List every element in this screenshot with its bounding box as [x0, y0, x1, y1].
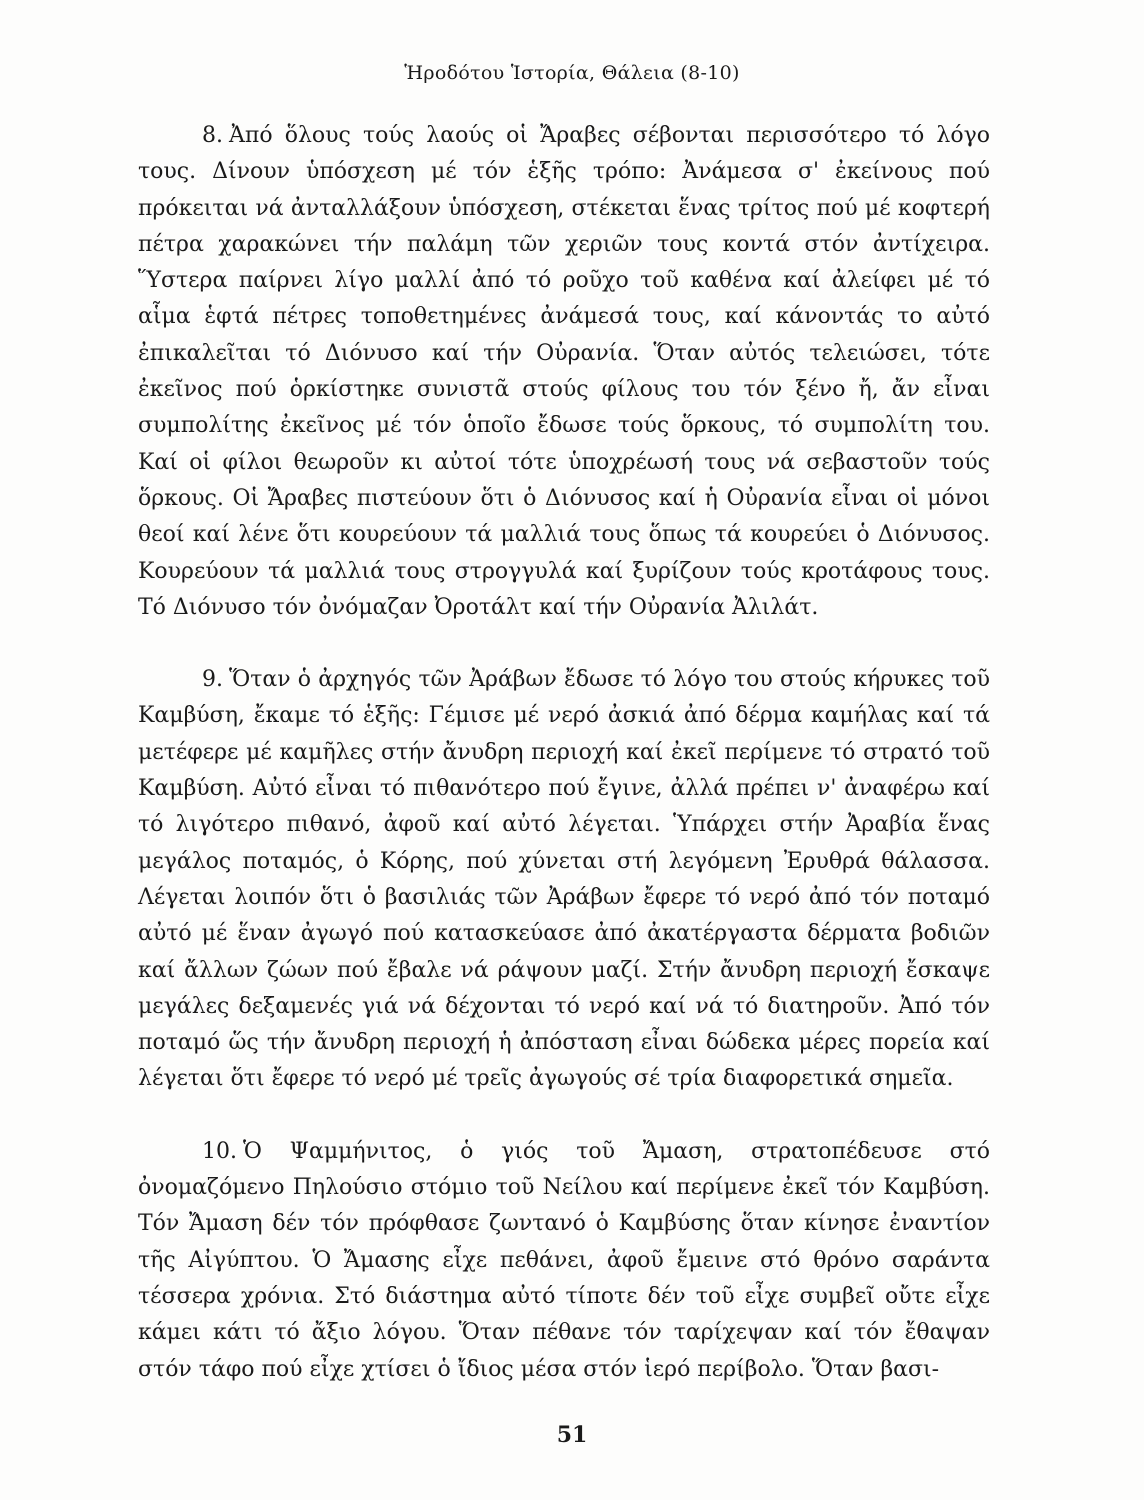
section-text: Ὅταν ὁ ἀρχηγός τῶν Ἀράβων ἔδωσε τό λόγο του στούς κήρυκες τοῦ Καμβύση, ἔκαμε τό ἑξῆς: Γέμισε μέ νερό ἀσκιά ἀπό δέρμα καμήλας καί τά μετέφερε μέ καμῆλες στήν ἄνυδρη περιοχή καί ἐκεῖ περίμενε τό στρατό τοῦ Καμβύση. Αὐτό εἶναι τό πιθανότερο πού ἔγινε, ἀλλά πρέπει ν' ἀναφέρω καί τό λιγότερο πιθανό, ἀφοῦ καί αὐτό λέγεται. Ὑπάρχει στήν Ἀραβία ἕνας μεγάλος ποταμός, ὁ Κόρης, πού χύνεται στή λεγόμενη Ἐρυθρά θάλασσα. Λέγεται λοιπόν ὅτι ὁ βασιλιάς τῶν Ἀράβων ἔφερε τό νερό ἀπό τόν ποταμό αὐτό μέ ἕναν ἀγωγό πού κατασκεύασε ἀπό ἀκατέργαστα δέρματα βοδιῶν καί ἄλλων ζώων πού ἔβαλε νά ράψουν μαζί. Στήν ἄνυδρη περιοχή ἔσκαψε μεγάλες δεξαμενές γιά νά δέχονται τό νερό καί νά τό διατηροῦν. Ἀπό τόν ποταμό ὥς τήν ἄνυδρη περιοχή ἡ ἀπόσταση εἶναι δώδεκα μέρες πορεία καί λέγεται ὅτι ἔφερε τό νερό μέ τρεῖς ἀγωγούς σέ τρία διαφορετικά σημεῖα.	[138, 667, 990, 1092]
running-head: Ἡροδότου Ἱστορία, Θάλεια (8-10)	[404, 62, 740, 84]
section-10	[138, 1134, 990, 1388]
page-number: 51	[556, 1422, 588, 1448]
section-number: 9.	[202, 667, 223, 693]
section-number: 8.	[202, 123, 223, 148]
section-number: 10.	[202, 1138, 237, 1164]
section-text: Ὁ Ψαμμήνιτος, ὁ γιός τοῦ Ἄμαση, στρατοπέδευσε στό ὀνομαζόμενο Πηλούσιο στόμιο τοῦ Νείλου καί περίμενε ἐκεῖ τόν Καμβύση. Τόν Ἄμαση δέν τόν πρόφθασε ζωντανό ὁ Καμβύσης ὅταν κίνησε ἐναντίον τῆς Αἰγύπτου. Ὁ Ἄμασης εἶχε πεθάνει, ἀφοῦ ἔμεινε στό θρόνο σαράντα τέσσερα χρόνια. Στό διάστημα αὐτό τίποτε δέν τοῦ εἶχε συμβεῖ οὔτε εἶχε κάμει κάτι τό ἄξιο λόγου. Ὅταν πέθανε τόν ταρίχεψαν καί τόν ἔθαψαν στόν τάφο πού εἶχε χτίσει ὁ ἴδιος μέσα στόν ἱερό περίβολο. Ὅταν βασι-	[138, 1138, 990, 1382]
body-text	[138, 118, 990, 1388]
section-9	[138, 662, 990, 1098]
section-text: Ἀπό ὅλους τούς λαούς οἱ Ἄραβες σέβονται περισσότερο τό λόγο τους. Δίνουν ὑπόσχεση μέ τόν ἑξῆς τρόπο: Ἀνάμεσα σ' ἐκείνους πού πρόκειται νά ἀνταλλάξουν ὑπόσχεση, στέκεται ἕνας τρίτος πού μέ κοφτερή πέτρα χαρακώνει τήν παλάμη τῶν χεριῶν τους κοντά στόν ἀντίχειρα. Ὕστερα παίρνει λίγο μαλλί ἀπό τό ροῦχο τοῦ καθένα καί ἀλείφει μέ τό αἷμα ἑφτά πέτρες τοποθετημένες ἀνάμεσά τους, καί κάνοντάς το αὐτό ἐπικαλεῖται τό Διόνυσο καί τήν Οὐρανία. Ὅταν αὐτός τελειώσει, τότε ἐκεῖνος πού ὁρκίστηκε συνιστᾶ στούς φίλους του τόν ξένο ἤ, ἄν εἶναι συμπολίτης ἐκεῖνος μέ τόν ὁποῖο ἔδωσε τούς ὅρκους, τό συμπολίτη του. Καί οἱ φίλοι θεωροῦν κι αὐτοί τότε ὑποχρέωσή τους νά σεβαστοῦν τούς ὅρκους. Οἱ Ἄραβες πιστεύουν ὅτι ὁ Διόνυσος καί ἡ Οὐρανία εἶναι οἱ μόνοι θεοί καί λένε ὅτι κουρεύουν τά μαλλιά τους ὅπως τά κουρεύει ὁ Διόνυσος. Κουρεύουν τά μαλλιά τους στρογγυλά καί ξυρίζουν τούς κροτάφους τους. Τό Διόνυσο τόν ὀνόμαζαν Ὀροτάλτ καί τήν Οὐρανία Ἀλιλάτ.	[138, 123, 990, 620]
section-8	[138, 118, 990, 626]
